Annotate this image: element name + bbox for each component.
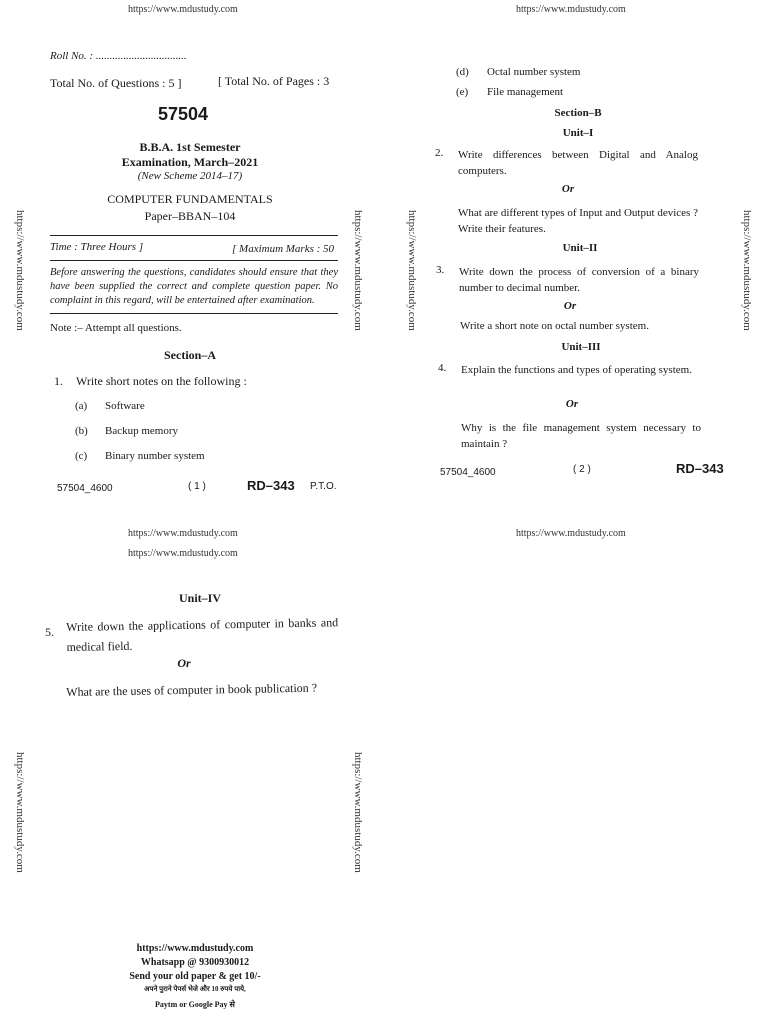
time-allowed: Time : Three Hours ] (50, 241, 144, 253)
question-number: 5. (45, 625, 54, 639)
maximum-marks: [ Maximum Marks : 50 (232, 243, 335, 255)
footer-code: 57504_4600 (57, 483, 113, 494)
or-separator: Or (563, 300, 577, 312)
section-a-heading: Section–A (164, 348, 216, 362)
item-text: Octal number system (487, 66, 581, 78)
scheme-title: (New Scheme 2014–17) (137, 170, 243, 182)
roll-no: Roll No. : ................................. (50, 50, 187, 62)
question-number: 2. (435, 147, 444, 159)
watermark-url-top-right: https://www.mdustudy.com (516, 4, 626, 15)
divider (50, 235, 338, 236)
or-separator: Or (177, 656, 191, 670)
watermark-vertical: https://www.mdustudy.com (406, 210, 418, 331)
footer-page-number: ( 1 ) (188, 481, 206, 492)
question-1-text: Write short notes on the following : (76, 374, 247, 388)
total-pages: [ Total No. of Pages : 3 (218, 74, 330, 88)
question-2-alternative: What are different types of Input and Output devices ? Write their features. (458, 207, 698, 235)
paper-code: 57504 (158, 104, 209, 124)
total-questions: Total No. of Questions : 5 ] (50, 76, 182, 90)
unit-heading: Unit–III (561, 341, 601, 353)
paper-title: Paper–BBAN–104 (144, 209, 236, 223)
watermark-url-bottom-page-2: https://www.mdustudy.com (516, 528, 626, 539)
item-label: (d) (456, 66, 469, 78)
question-number: 1. (54, 374, 63, 388)
unit-heading: Unit–IV (178, 591, 221, 605)
item-text: Backup memory (105, 425, 179, 437)
divider (50, 313, 338, 314)
item-text: Software (105, 400, 145, 412)
question-4-text: Explain the functions and types of operating system. (461, 364, 692, 376)
footer-rd: RD–343 (247, 478, 295, 493)
unit-heading: Unit–I (562, 127, 594, 139)
watermark-vertical: https://www.mdustudy.com (352, 752, 364, 873)
question-number: 4. (438, 362, 447, 374)
footer-page-number: ( 2 ) (573, 464, 591, 475)
divider (50, 260, 338, 261)
footer-code: 57504_4600 (440, 467, 496, 478)
subject-title: COMPUTER FUNDAMENTALS (107, 192, 273, 206)
question-2-text: Write differences between Digital and Analog computers. (458, 149, 698, 177)
item-text: File management (487, 86, 564, 98)
exam-title: Examination, March–2021 (121, 155, 259, 169)
promo-offer: Send your old paper & get 10/- (129, 971, 261, 982)
watermark-vertical: https://www.mdustudy.com (14, 752, 26, 873)
note: Note :– Attempt all questions. (50, 322, 182, 334)
question-5-text: Write down the applications of computer in banks and medical field. (66, 615, 339, 654)
question-4-alternative: Why is the file management system necessary to maintain ? (461, 422, 701, 450)
watermark-vertical: https://www.mdustudy.com (352, 210, 364, 331)
item-label: (b) (75, 425, 88, 437)
watermark-vertical: https://www.mdustudy.com (14, 210, 26, 331)
or-separator: Or (561, 183, 575, 195)
watermark-url-bottom-page-1: https://www.mdustudy.com (128, 528, 238, 539)
promo-offer-hindi: अपने पुराने पेपर्स भेजे और 10 रुपये पाये, (144, 985, 246, 993)
footer-rd: RD–343 (676, 461, 724, 476)
item-label: (c) (75, 450, 88, 462)
unit-heading: Unit–II (562, 242, 598, 254)
promo-url: https://www.mdustudy.com (136, 943, 254, 954)
watermark-url-top-page-3: https://www.mdustudy.com (128, 548, 238, 559)
or-separator: Or (565, 398, 579, 410)
question-3-alternative: Write a short note on octal number system. (460, 320, 649, 332)
question-5-alternative: What are the uses of computer in book publication ? (66, 680, 318, 699)
promo-whatsapp: Whatsapp @ 9300930012 (140, 957, 250, 968)
question-3-text: Write down the process of conversion of a binary number to decimal number. (459, 266, 699, 294)
item-label: (e) (456, 86, 469, 98)
promo-payment: Paytm or Google Pay से (155, 1000, 235, 1009)
watermark-url-top-left: https://www.mdustudy.com (128, 4, 238, 15)
footer-pto: P.T.O. (310, 481, 337, 492)
item-text: Binary number system (105, 450, 205, 462)
instructions: Before answering the questions, candidates should ensure that they have been supplied the correct and complete question paper. No complaint in this regard, will be entertained after examination. (50, 267, 338, 306)
question-number: 3. (436, 264, 445, 276)
course-title: B.B.A. 1st Semester (139, 140, 241, 154)
section-b-heading: Section–B (554, 107, 602, 119)
watermark-vertical: https://www.mdustudy.com (741, 210, 753, 331)
item-label: (a) (75, 400, 88, 412)
